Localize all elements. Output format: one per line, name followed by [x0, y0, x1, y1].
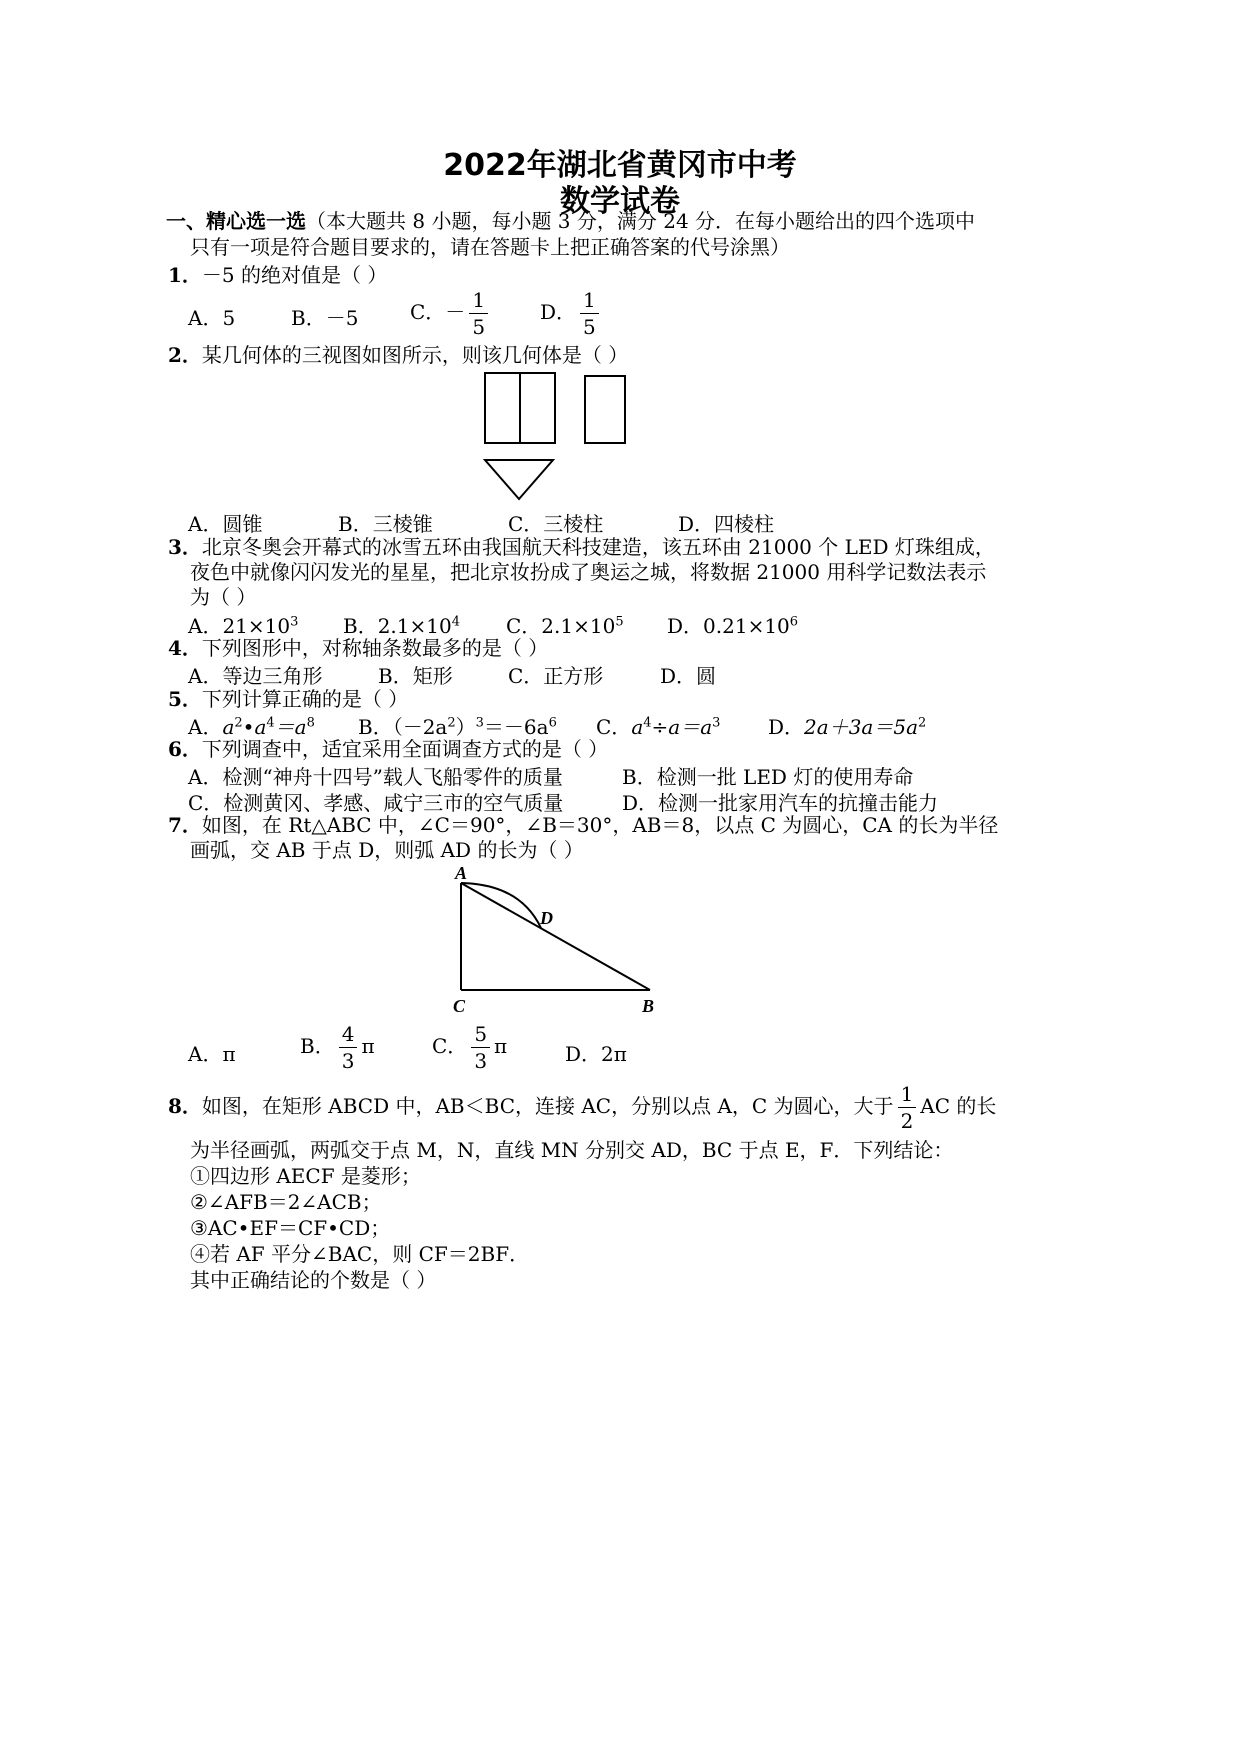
q7-line-2: 画弧，交 AB 于点 D，则弧 AD 的长为（ ） — [190, 838, 584, 862]
q5-d-label: D． — [768, 715, 805, 739]
q4-stem — [168, 635, 548, 661]
q1-option-d — [540, 290, 603, 337]
q5-option-d — [768, 711, 926, 740]
q1-option-a: A．5 — [188, 306, 236, 330]
triangle-figure — [440, 860, 680, 1020]
page-subtitle: 数学试卷 — [560, 184, 680, 219]
page-title: 2022年湖北省黄冈市中考 — [443, 148, 797, 183]
q1-stem — [168, 262, 387, 288]
q6-option-a: A．检测“神舟十四号”载人飞船零件的质量 — [188, 765, 563, 789]
q3-d-base: D．0.21×10 — [667, 614, 790, 638]
q8-statement-3: ③AC•EF＝CF•CD； — [190, 1216, 391, 1240]
q6-option-b: B．检测一批 LED 灯的使用寿命 — [622, 765, 914, 789]
q5-a-exp2: 4 — [266, 715, 275, 731]
q7-b-pi: π — [361, 1034, 375, 1058]
q5-a-result: ＝a — [274, 715, 307, 739]
q5-a-label: A． — [188, 715, 223, 739]
q8-statement-1: ①四边形 AECF 是菱形； — [190, 1164, 421, 1188]
q5-option-c — [596, 711, 720, 740]
q6-option-c: C．检测黄冈、孝感、咸宁三市的空气质量 — [188, 791, 564, 815]
section-desc-1: （本大题共 8 小题，每小题 3 分，满分 24 分．在每小题给出的四个选项中 — [306, 209, 976, 233]
label-d: D — [540, 908, 553, 928]
q2-option-c: C．三棱柱 — [508, 512, 604, 536]
q7-c-den: 3 — [474, 1049, 488, 1073]
q6-option-d: D．检测一批家用汽车的抗撞击能力 — [622, 791, 939, 815]
q5-stem — [168, 686, 408, 712]
section-desc-2: 只有一项是符合题目要求的，请在答题卡上把正确答案的代号涂黑） — [190, 235, 790, 259]
q4-option-d: D．圆 — [660, 664, 717, 688]
q1-d-fraction — [580, 290, 599, 337]
q7-c-label: C． — [432, 1034, 468, 1058]
q2-option-d: D．四棱柱 — [678, 512, 775, 536]
q4-option-b: B．矩形 — [378, 664, 453, 688]
q8-text-1b: AC 的长 — [920, 1094, 997, 1118]
q5-number: 5． — [168, 687, 202, 711]
side-ab — [461, 883, 650, 990]
q1-d-den: 5 — [583, 315, 596, 339]
three-view-figure — [480, 368, 640, 504]
q5-c-rest: ÷a＝a — [651, 715, 713, 739]
q5-c-label: C． — [596, 715, 632, 739]
q1-text: －5 的绝对值是（ ） — [201, 263, 388, 287]
q2-option-a: A．圆锥 — [188, 512, 263, 536]
q8-line-1 — [168, 1084, 996, 1131]
q7-text-1: 如图，在 Rt△ABC 中，∠C＝90°，∠B＝30°，AB＝8，以点 C 为圆心，CA 的长为半径 — [201, 813, 999, 837]
q4-option-a: A．等边三角形 — [188, 664, 323, 688]
q5-b-result: ＝－6a — [483, 715, 549, 739]
q1-number: 1． — [168, 263, 202, 287]
q3-number: 3． — [168, 535, 202, 559]
q5-c-exp1: 4 — [643, 715, 652, 731]
q5-d-expr: 2a＋3a＝5a — [804, 715, 918, 739]
q5-d-exp: 2 — [918, 715, 927, 731]
label-a: A — [455, 863, 468, 883]
q3-a-exp: 3 — [290, 614, 299, 630]
q3-c-exp: 5 — [615, 614, 624, 630]
q3-b-base: B．2.1×10 — [343, 614, 452, 638]
section-heading — [166, 208, 975, 234]
q3-d-exp: 6 — [789, 614, 799, 630]
q6-text: 下列调查中，适宜采用全面调查方式的是（ ） — [201, 737, 609, 761]
q7-number: 7． — [168, 813, 202, 837]
q8-statement-2: ②∠AFB＝2∠ACB； — [190, 1190, 382, 1214]
q5-a-base1: a — [222, 715, 235, 739]
q1-c-fraction — [469, 290, 488, 337]
q3-text-1: 北京冬奥会开幕式的冰雪五环由我国航天科技建造，该五环由 21000 个 LED 灯珠组成， — [201, 535, 995, 559]
q7-option-d: D．2π — [565, 1042, 627, 1066]
q5-b-close: ） — [455, 715, 476, 739]
side-view — [585, 376, 625, 443]
q8-number: 8． — [168, 1094, 202, 1118]
q8-frac-den: 2 — [900, 1109, 914, 1133]
q2-text: 某几何体的三视图如图所示，则该几何体是（ ） — [201, 343, 629, 367]
q4-option-c: C．正方形 — [508, 664, 604, 688]
q5-b-exp2: 3 — [475, 715, 484, 731]
q1-d-label: D． — [540, 300, 577, 324]
q6-number: 6． — [168, 737, 202, 761]
top-view — [485, 460, 553, 499]
q3-line-3: 为（ ） — [190, 585, 257, 609]
section-label: 一、精心选一选 — [166, 209, 306, 233]
q1-d-num: 1 — [580, 290, 599, 314]
q7-b-label: B． — [300, 1034, 335, 1058]
q4-text: 下列图形中，对称轴条数最多的是（ ） — [201, 636, 549, 660]
q8-question: 其中正确结论的个数是（ ） — [190, 1268, 437, 1292]
q5-a-exp1: 2 — [234, 715, 243, 731]
q5-c-exp2: 3 — [712, 715, 721, 731]
q5-b-exp1: 2 — [447, 715, 456, 731]
q7-b-den: 3 — [341, 1049, 355, 1073]
q7-option-c — [432, 1024, 507, 1071]
q7-b-fraction — [339, 1024, 358, 1071]
q6-stem — [168, 736, 608, 762]
q8-frac-num: 1 — [898, 1084, 917, 1108]
q5-b-exp3: 6 — [548, 715, 557, 731]
q8-statement-4: ④若 AF 平分∠BAC，则 CF＝2BF． — [190, 1242, 530, 1266]
q7-option-a: A．π — [188, 1042, 236, 1066]
q1-option-b: B．－5 — [291, 306, 359, 330]
q3-b-exp: 4 — [451, 614, 460, 630]
q3-line-1 — [168, 534, 995, 560]
label-b: B — [642, 996, 655, 1016]
q2-number: 2． — [168, 343, 202, 367]
q7-line-1 — [168, 812, 998, 838]
label-c: C — [453, 996, 466, 1016]
q5-c-base: a — [631, 715, 644, 739]
q2-stem — [168, 342, 628, 368]
q8-fraction — [898, 1084, 917, 1131]
q1-c-label: C．－ — [410, 300, 466, 324]
q3-c-base: C．2.1×10 — [506, 614, 616, 638]
q3-option-d — [667, 610, 798, 639]
q5-a-exp3: 8 — [306, 715, 315, 731]
q2-option-b: B．三棱锥 — [338, 512, 433, 536]
q5-text: 下列计算正确的是（ ） — [201, 687, 409, 711]
q7-c-pi: π — [494, 1034, 508, 1058]
q8-line-2: 为半径画弧，两弧交于点 M，N，直线 MN 分别交 AD，BC 于点 E，F．下列结论： — [190, 1138, 954, 1162]
q7-b-num: 4 — [339, 1024, 358, 1048]
q3-line-2: 夜色中就像闪闪发光的星星，把北京妆扮成了奥运之城，将数据 21000 用科学记数法表示 — [190, 560, 987, 584]
q3-a-base: A．21×10 — [188, 614, 291, 638]
q5-a-base2: •a — [242, 715, 267, 739]
q7-option-b — [300, 1024, 375, 1071]
q7-c-fraction — [471, 1024, 490, 1071]
q1-c-num: 1 — [469, 290, 488, 314]
q7-c-num: 5 — [471, 1024, 490, 1048]
q1-option-c — [410, 290, 492, 337]
q8-text-1a: 如图，在矩形 ABCD 中，AB＜BC，连接 AC，分别以点 A，C 为圆心，大于 — [201, 1094, 894, 1118]
q4-number: 4． — [168, 636, 202, 660]
q1-c-den: 5 — [472, 315, 486, 339]
q5-b-label: B．（－2a — [358, 715, 448, 739]
